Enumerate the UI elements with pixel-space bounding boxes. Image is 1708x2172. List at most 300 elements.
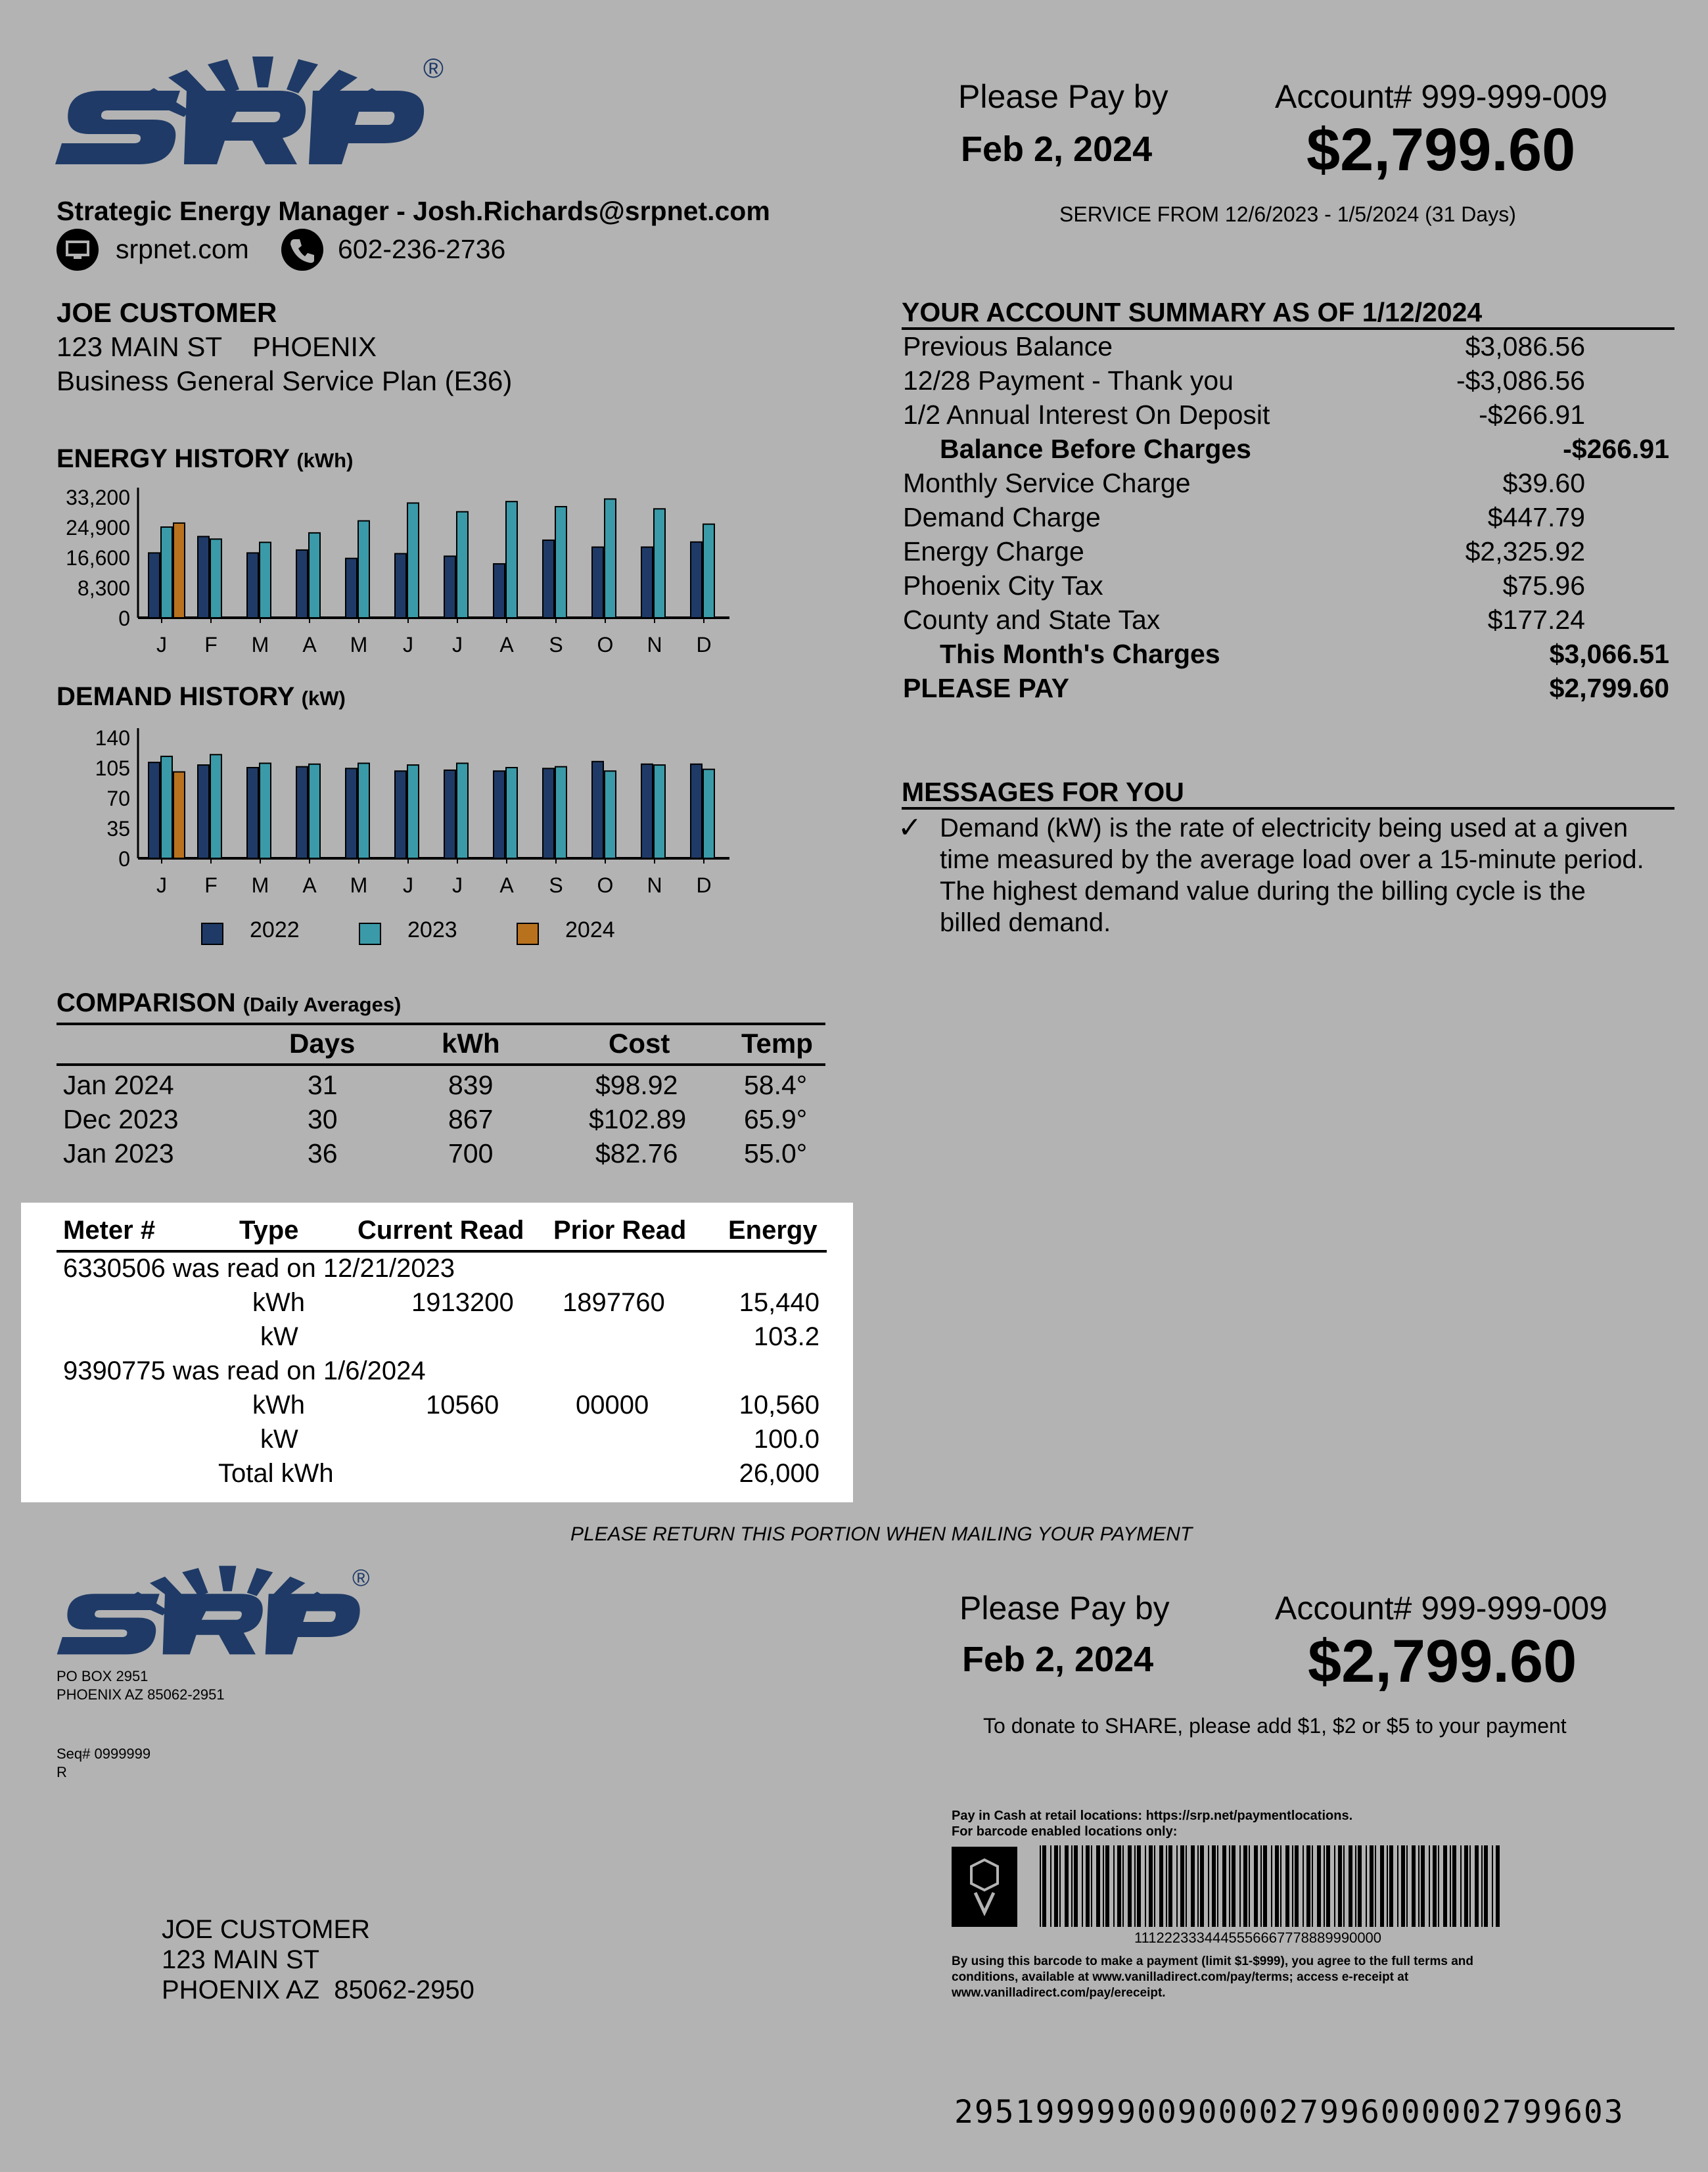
demand-bar-2022-9 — [543, 768, 554, 858]
barcode-bar — [1082, 1845, 1083, 1927]
energy-bar-2023-1 — [161, 527, 172, 618]
barcode-bar — [1343, 1845, 1345, 1927]
return-notice: PLEASE RETURN THIS PORTION WHEN MAILING YOUR PAYMENT — [570, 1523, 1193, 1545]
barcode-bar — [1389, 1845, 1393, 1927]
energy-x-tick-label: M — [350, 633, 368, 657]
barcode-bar — [1249, 1845, 1250, 1927]
barcode-bar — [1387, 1845, 1388, 1927]
summary-label: This Month's Charges — [940, 639, 1220, 669]
barcode-bar — [1450, 1845, 1451, 1927]
energy-history-chart — [39, 480, 736, 670]
demand-bar-2023-5 — [358, 763, 369, 858]
summary-row-payment — [903, 365, 1669, 400]
energy-x-tick-label: F — [204, 633, 218, 657]
customer-address: 123 MAIN ST PHOENIX — [57, 331, 377, 362]
donate-message: To donate to SHARE, please add $1, $2 or $5 to your payment — [983, 1714, 1567, 1738]
barcode-bar — [1180, 1845, 1184, 1927]
barcode-bar — [1312, 1845, 1313, 1927]
meter-header-prior-read: Prior Read — [553, 1216, 687, 1245]
summary-rule — [902, 327, 1674, 330]
check-icon: ✓ — [898, 812, 922, 844]
summary-row-energy-charge — [903, 536, 1669, 570]
barcode-bar — [1050, 1845, 1051, 1927]
summary-row-previous-balance — [903, 331, 1669, 365]
barcode-bar — [1208, 1845, 1209, 1927]
barcode-bar — [1071, 1845, 1073, 1927]
barcode-bar — [1054, 1845, 1058, 1927]
barcode-bar — [1074, 1845, 1078, 1927]
customer-name: JOE CUSTOMER — [57, 297, 277, 328]
meter-2-kw-energy: 100.0 — [753, 1425, 819, 1454]
demand-bar-2023-1 — [161, 756, 172, 858]
barcode-bar — [1370, 1845, 1373, 1927]
barcode-bar — [1229, 1845, 1230, 1927]
barcode-bar — [1338, 1845, 1342, 1927]
stub-due-date: Feb 2, 2024 — [962, 1640, 1154, 1679]
demand-bar-2022-10 — [592, 762, 603, 858]
website-link[interactable]: srpnet.com — [116, 234, 249, 264]
meter-2-kwh-current: 10560 — [426, 1391, 499, 1420]
energy-x-tick-label: J — [452, 633, 463, 657]
barcode-bar — [1145, 1845, 1146, 1927]
barcode-bar — [1122, 1845, 1124, 1927]
barcode-bar — [1243, 1845, 1247, 1927]
energy-x-tick-label: A — [499, 633, 514, 657]
comparison-kwh: 867 — [448, 1104, 494, 1134]
demand-x-tick-label: F — [204, 873, 218, 897]
barcode-bar — [1481, 1845, 1483, 1927]
energy-bar-2022-12 — [691, 542, 702, 618]
meter-1-kw-energy: 103.2 — [753, 1322, 819, 1351]
comparison-temp: 65.9° — [744, 1104, 808, 1134]
barcode-bar — [1412, 1845, 1416, 1927]
comparison-days: 36 — [308, 1138, 338, 1168]
messages-title: MESSAGES FOR YOU — [902, 777, 1184, 807]
energy-bar-2023-8 — [506, 501, 517, 618]
meter-total-label: Total kWh — [218, 1459, 334, 1488]
summary-value: -$266.91 — [1563, 434, 1669, 464]
meter-reads-panel — [21, 1203, 853, 1502]
srp-logo-stub-graphic — [55, 1561, 377, 1661]
comparison-temp: 58.4° — [744, 1070, 808, 1100]
comparison-temp: 55.0° — [744, 1138, 808, 1168]
summary-row-monthly-service — [903, 468, 1669, 502]
meter-1-kwh-type: kWh — [252, 1288, 305, 1317]
summary-label: Energy Charge — [903, 536, 1084, 566]
energy-history-title — [57, 444, 353, 474]
barcode-bar — [1295, 1845, 1299, 1927]
po-city: PHOENIX AZ 85062-2951 — [57, 1686, 225, 1703]
payment-barcode — [1038, 1845, 1506, 1927]
demand-bar-2023-12 — [703, 770, 714, 858]
comparison-days: 31 — [308, 1070, 338, 1100]
summary-label: Phoenix City Tax — [903, 570, 1103, 601]
barcode-bar — [1260, 1845, 1262, 1927]
energy-bar-2022-8 — [494, 564, 505, 618]
barcode-bar — [1334, 1845, 1335, 1927]
energy-bar-2022-4 — [296, 550, 308, 618]
demand-bar-2022-6 — [395, 771, 406, 858]
energy-x-tick-label: J — [156, 633, 167, 657]
comparison-title-text: COMPARISON — [57, 988, 236, 1017]
meter-header-current-read: Current Read — [358, 1216, 524, 1245]
energy-bar-2023-10 — [605, 499, 616, 618]
demand-y-tick-label: 70 — [106, 787, 130, 810]
energy-y-tick-label: 24,900 — [66, 516, 130, 540]
legend-swatch-2023 — [359, 923, 381, 945]
barcode-bar — [1464, 1845, 1468, 1927]
barcode-bar — [1349, 1845, 1352, 1927]
energy-history-title-text: ENERGY HISTORY — [57, 444, 290, 473]
barcode-bar — [1159, 1845, 1163, 1927]
barcode-bar — [1303, 1845, 1304, 1927]
comparison-header-cost: Cost — [609, 1028, 670, 1059]
summary-row-this-months-charges — [903, 639, 1669, 673]
barcode-bar — [1263, 1845, 1267, 1927]
mailing-street: 123 MAIN ST — [162, 1945, 320, 1974]
registered-mark-stub: ® — [352, 1564, 370, 1591]
barcode-bar — [1324, 1845, 1325, 1927]
barcode-bar — [1326, 1845, 1330, 1927]
energy-bar-2022-9 — [543, 540, 554, 618]
barcode-bar — [1134, 1845, 1136, 1927]
barcode-bar — [1091, 1845, 1092, 1927]
barcode-bar — [1443, 1845, 1447, 1927]
barcode-bar — [1380, 1845, 1384, 1927]
comparison-label: Jan 2023 — [63, 1138, 174, 1168]
cash-line-2: For barcode enabled locations only: — [952, 1824, 1178, 1839]
demand-history-title-text: DEMAND HISTORY — [57, 682, 294, 711]
barcode-bar — [1191, 1845, 1195, 1927]
energy-bar-2023-3 — [260, 542, 271, 618]
demand-y-tick-label: 140 — [95, 726, 130, 750]
terms-line-3: www.vanilladirect.com/pay/ereceipt. — [952, 1986, 1166, 2000]
demand-bar-2022-7 — [444, 770, 455, 858]
energy-bar-2023-6 — [407, 503, 419, 618]
demand-x-tick-label: M — [251, 873, 269, 897]
barcode-bar — [1149, 1845, 1153, 1927]
comparison-label: Jan 2024 — [63, 1070, 174, 1100]
energy-bar-2023-5 — [358, 521, 369, 618]
energy-x-tick-label: N — [647, 633, 662, 657]
demand-bar-2022-4 — [296, 767, 308, 858]
demand-bar-2023-8 — [506, 768, 517, 858]
summary-label: County and State Tax — [903, 605, 1161, 635]
barcode-bar — [1166, 1845, 1167, 1927]
summary-value: $447.79 — [1487, 502, 1585, 532]
demand-bar-2023-10 — [605, 771, 616, 858]
summary-value: $2,799.60 — [1549, 673, 1669, 703]
barcode-bar — [1059, 1845, 1061, 1927]
demand-x-tick-label: N — [647, 873, 662, 897]
legend-label-2024: 2024 — [565, 917, 615, 942]
barcode-bar — [1469, 1845, 1471, 1927]
meter-1-read-line: 6330506 was read on 12/21/2023 — [63, 1254, 455, 1283]
barcode-bar — [1429, 1845, 1430, 1927]
barcode-bar — [1433, 1845, 1437, 1927]
barcode-bar — [1212, 1845, 1216, 1927]
account-number: Account# 999-999-009 — [1275, 78, 1607, 115]
website-icon — [57, 229, 99, 271]
demand-x-tick-label: S — [549, 873, 563, 897]
registered-mark: ® — [423, 53, 444, 83]
meter-2-read-line: 9390775 was read on 1/6/2024 — [63, 1356, 426, 1385]
summary-row-interest — [903, 400, 1669, 434]
energy-y-tick-label: 8,300 — [77, 576, 130, 600]
barcode-bar — [1117, 1845, 1121, 1927]
demand-x-tick-label: J — [452, 873, 463, 897]
energy-bar-2022-6 — [395, 553, 406, 618]
comparison-kwh: 700 — [448, 1138, 494, 1168]
seq-number: Seq# 0999999 — [57, 1745, 151, 1762]
summary-label: 12/28 Payment - Thank you — [903, 365, 1234, 396]
demand-bar-2024-1 — [173, 772, 185, 858]
energy-bar-2022-7 — [444, 556, 455, 618]
meter-1-kw-type: kW — [260, 1322, 298, 1351]
vanilla-logo-icon — [952, 1847, 1017, 1927]
barcode-bar — [1086, 1845, 1090, 1927]
barcode-bar — [1137, 1845, 1141, 1927]
barcode-bar — [1418, 1845, 1419, 1927]
barcode-bar — [1496, 1845, 1500, 1927]
demand-bar-2023-9 — [555, 767, 566, 858]
comparison-cost: $98.92 — [595, 1070, 678, 1100]
meter-2-kwh-prior: 00000 — [576, 1391, 649, 1420]
comparison-subtitle: (Daily Averages) — [242, 993, 402, 1016]
srp-logo-graphic — [55, 51, 443, 173]
legend-label-2022: 2022 — [250, 917, 300, 942]
energy-y-tick-label: 33,200 — [66, 486, 130, 509]
energy-bar-2022-1 — [149, 553, 160, 618]
summary-value: $3,066.51 — [1549, 639, 1669, 669]
demand-bar-2022-5 — [346, 768, 357, 858]
energy-bar-2024-1 — [173, 523, 185, 618]
service-period: SERVICE FROM 12/6/2023 - 1/5/2024 (31 Days) — [1059, 202, 1516, 226]
summary-row-demand-charge — [903, 502, 1669, 536]
barcode-bar — [1217, 1845, 1218, 1927]
mailing-city: PHOENIX AZ 85062-2950 — [162, 1976, 474, 2004]
demand-history-chart — [39, 720, 736, 911]
summary-row-balance-before-charges — [903, 434, 1669, 468]
barcode-bar — [1128, 1845, 1132, 1927]
message-line: billed demand. — [940, 908, 1111, 937]
terms-line-2: conditions, available at www.vanilladirect.com/pay/terms; access e-receipt at — [952, 1970, 1409, 1984]
summary-value: $39.60 — [1502, 468, 1585, 498]
demand-x-tick-label: J — [403, 873, 413, 897]
phone-icon — [281, 229, 323, 271]
energy-bar-2022-2 — [198, 536, 209, 618]
barcode-bar — [1492, 1845, 1493, 1927]
energy-bar-2022-3 — [247, 553, 258, 618]
energy-bar-2023-4 — [309, 533, 320, 618]
barcode-bar — [1096, 1845, 1100, 1927]
terms-line-1: By using this barcode to make a payment (limit $1-$999), you agree to the full terms and — [952, 1954, 1473, 1968]
demand-bar-2023-11 — [654, 765, 665, 858]
barcode-bar — [1168, 1845, 1172, 1927]
barcode-bar — [1176, 1845, 1178, 1927]
barcode-bar — [1475, 1845, 1479, 1927]
comparison-cost: $82.76 — [595, 1138, 678, 1168]
comparison-title — [57, 988, 401, 1018]
energy-x-tick-label: S — [549, 633, 563, 657]
demand-x-tick-label: O — [597, 873, 614, 897]
energy-x-tick-label: J — [403, 633, 413, 657]
barcode-bar — [1375, 1845, 1376, 1927]
phone-number[interactable]: 602-236-2736 — [338, 234, 506, 264]
barcode-bar — [1401, 1845, 1405, 1927]
barcode-bar — [1113, 1845, 1115, 1927]
barcode-bar — [1042, 1845, 1046, 1927]
barcode-bar — [1154, 1845, 1155, 1927]
barcode-number: 1112223334445556667778889990000 — [1134, 1929, 1382, 1946]
meter-2-kwh-energy: 10,560 — [739, 1391, 819, 1420]
comparison-kwh: 839 — [448, 1070, 494, 1100]
demand-y-tick-label: 35 — [106, 817, 130, 841]
barcode-bar — [1040, 1845, 1041, 1927]
demand-y-tick-label: 0 — [118, 847, 130, 871]
energy-bar-2022-10 — [592, 547, 603, 618]
barcode-bar — [1355, 1845, 1356, 1927]
demand-bar-2023-7 — [457, 763, 468, 858]
srp-logo — [55, 51, 443, 173]
barcode-bar — [1397, 1845, 1398, 1927]
service-plan: Business General Service Plan (E36) — [57, 365, 513, 396]
energy-y-tick-label: 0 — [118, 607, 130, 630]
demand-bar-2023-6 — [407, 765, 419, 858]
summary-row-city-tax — [903, 570, 1669, 605]
barcode-bar — [1317, 1845, 1321, 1927]
demand-y-tick-label: 105 — [95, 756, 130, 780]
stub-please-pay-label: Please Pay by — [959, 1590, 1170, 1627]
message-text — [940, 812, 1644, 938]
energy-x-tick-label: O — [597, 633, 614, 657]
legend-swatch-2024 — [517, 923, 539, 945]
comparison-header-temp: Temp — [741, 1028, 813, 1059]
summary-value: $177.24 — [1487, 605, 1585, 635]
barcode-bar — [1421, 1845, 1425, 1927]
demand-bar-2022-12 — [691, 764, 702, 858]
barcode-bar — [1065, 1845, 1069, 1927]
meter-1-kwh-prior: 1897760 — [563, 1288, 665, 1317]
meter-2-kwh-type: kWh — [252, 1391, 305, 1420]
barcode-bar — [1222, 1845, 1226, 1927]
demand-x-tick-label: M — [350, 873, 368, 897]
barcode-bar — [1254, 1845, 1258, 1927]
summary-value: $3,086.56 — [1465, 331, 1585, 361]
summary-label: Monthly Service Charge — [903, 468, 1191, 498]
message-line: Demand (kW) is the rate of electricity being used at a given — [940, 814, 1628, 843]
energy-x-tick-label: D — [696, 633, 712, 657]
barcode-bar — [1186, 1845, 1187, 1927]
energy-history-unit: (kWh) — [296, 449, 354, 472]
please-pay-label: Please Pay by — [958, 78, 1168, 115]
comparison-days: 30 — [308, 1104, 338, 1134]
seq-r: R — [57, 1764, 67, 1780]
meter-2-kw-type: kW — [260, 1425, 298, 1454]
message-line: The highest demand value during the billing cycle is the — [940, 877, 1586, 906]
summary-value: -$3,086.56 — [1456, 365, 1585, 396]
barcode-bar — [1285, 1845, 1289, 1927]
comparison-label: Dec 2023 — [63, 1104, 179, 1134]
barcode-bar — [1358, 1845, 1362, 1927]
energy-bar-2023-7 — [457, 512, 468, 618]
comparison-top-rule — [57, 1023, 825, 1025]
cash-line-1: Pay in Cash at retail locations: https://srp.net/paymentlocations. — [952, 1809, 1353, 1823]
energy-bar-2023-12 — [703, 524, 714, 618]
barcode-bar — [1292, 1845, 1293, 1927]
barcode-bar — [1200, 1845, 1204, 1927]
legend-swatch-2022 — [201, 923, 223, 945]
meter-1-kwh-energy: 15,440 — [739, 1288, 819, 1317]
summary-row-please-pay — [903, 673, 1669, 707]
demand-bar-2022-2 — [198, 765, 209, 858]
barcode-bar — [1197, 1845, 1199, 1927]
meter-header-type: Type — [239, 1216, 299, 1245]
amount-due: $2,799.60 — [1306, 116, 1576, 183]
summary-value: $2,325.92 — [1465, 536, 1585, 566]
summary-label: Demand Charge — [903, 502, 1101, 532]
demand-x-tick-label: J — [156, 873, 167, 897]
message-line: time measured by the average load over a 15-minute period. — [940, 845, 1644, 874]
srp-logo-stub — [55, 1561, 377, 1661]
barcode-bar — [1452, 1845, 1456, 1927]
summary-label: Previous Balance — [903, 331, 1113, 361]
comparison-header-kwh: kWh — [442, 1028, 500, 1059]
energy-bar-2023-11 — [654, 509, 665, 618]
po-box: PO BOX 2951 — [57, 1668, 149, 1684]
ocr-scanline: 295199999009000027996000002799603 — [954, 2094, 1625, 2131]
energy-bar-2022-5 — [346, 559, 357, 618]
summary-row-state-tax — [903, 605, 1669, 639]
barcode-bar — [1103, 1845, 1104, 1927]
demand-x-tick-label: D — [696, 873, 712, 897]
barcode-bar — [1460, 1845, 1462, 1927]
summary-label: PLEASE PAY — [903, 673, 1069, 703]
meter-1-kwh-current: 1913200 — [411, 1288, 514, 1317]
demand-bar-2023-3 — [260, 763, 271, 858]
demand-bar-2022-3 — [247, 768, 258, 858]
summary-value: -$266.91 — [1479, 400, 1585, 430]
meter-header-meter: Meter # — [63, 1216, 156, 1245]
stub-amount-due: $2,799.60 — [1308, 1628, 1577, 1695]
meter-total-value: 26,000 — [739, 1459, 819, 1488]
demand-bar-2023-4 — [309, 764, 320, 858]
summary-title: YOUR ACCOUNT SUMMARY AS OF 1/12/2024 — [902, 297, 1483, 327]
account-summary-table — [903, 331, 1669, 712]
mailing-name: JOE CUSTOMER — [162, 1915, 371, 1944]
contact-line: Strategic Energy Manager - Josh.Richards@srpnet.com — [57, 196, 770, 226]
summary-value: $75.96 — [1502, 570, 1585, 601]
meter-header-rule — [57, 1250, 827, 1253]
comparison-header-rule — [57, 1063, 825, 1066]
barcode-bar — [1280, 1845, 1281, 1927]
demand-bar-2022-8 — [494, 771, 505, 858]
demand-x-tick-label: A — [302, 873, 317, 897]
legend-label-2023: 2023 — [407, 917, 457, 942]
barcode-bar — [1105, 1845, 1109, 1927]
summary-label: 1/2 Annual Interest On Deposit — [903, 400, 1270, 430]
stub-account-number: Account# 999-999-009 — [1275, 1590, 1607, 1627]
barcode-bar — [1239, 1845, 1241, 1927]
energy-bar-2023-2 — [210, 539, 221, 618]
demand-history-title — [57, 682, 346, 712]
meter-header-energy: Energy — [728, 1216, 818, 1245]
barcode-bar — [1275, 1845, 1279, 1927]
demand-x-tick-label: A — [499, 873, 514, 897]
comparison-cost: $102.89 — [589, 1104, 687, 1134]
summary-label: Balance Before Charges — [940, 434, 1251, 464]
energy-bar-2022-11 — [641, 547, 653, 618]
